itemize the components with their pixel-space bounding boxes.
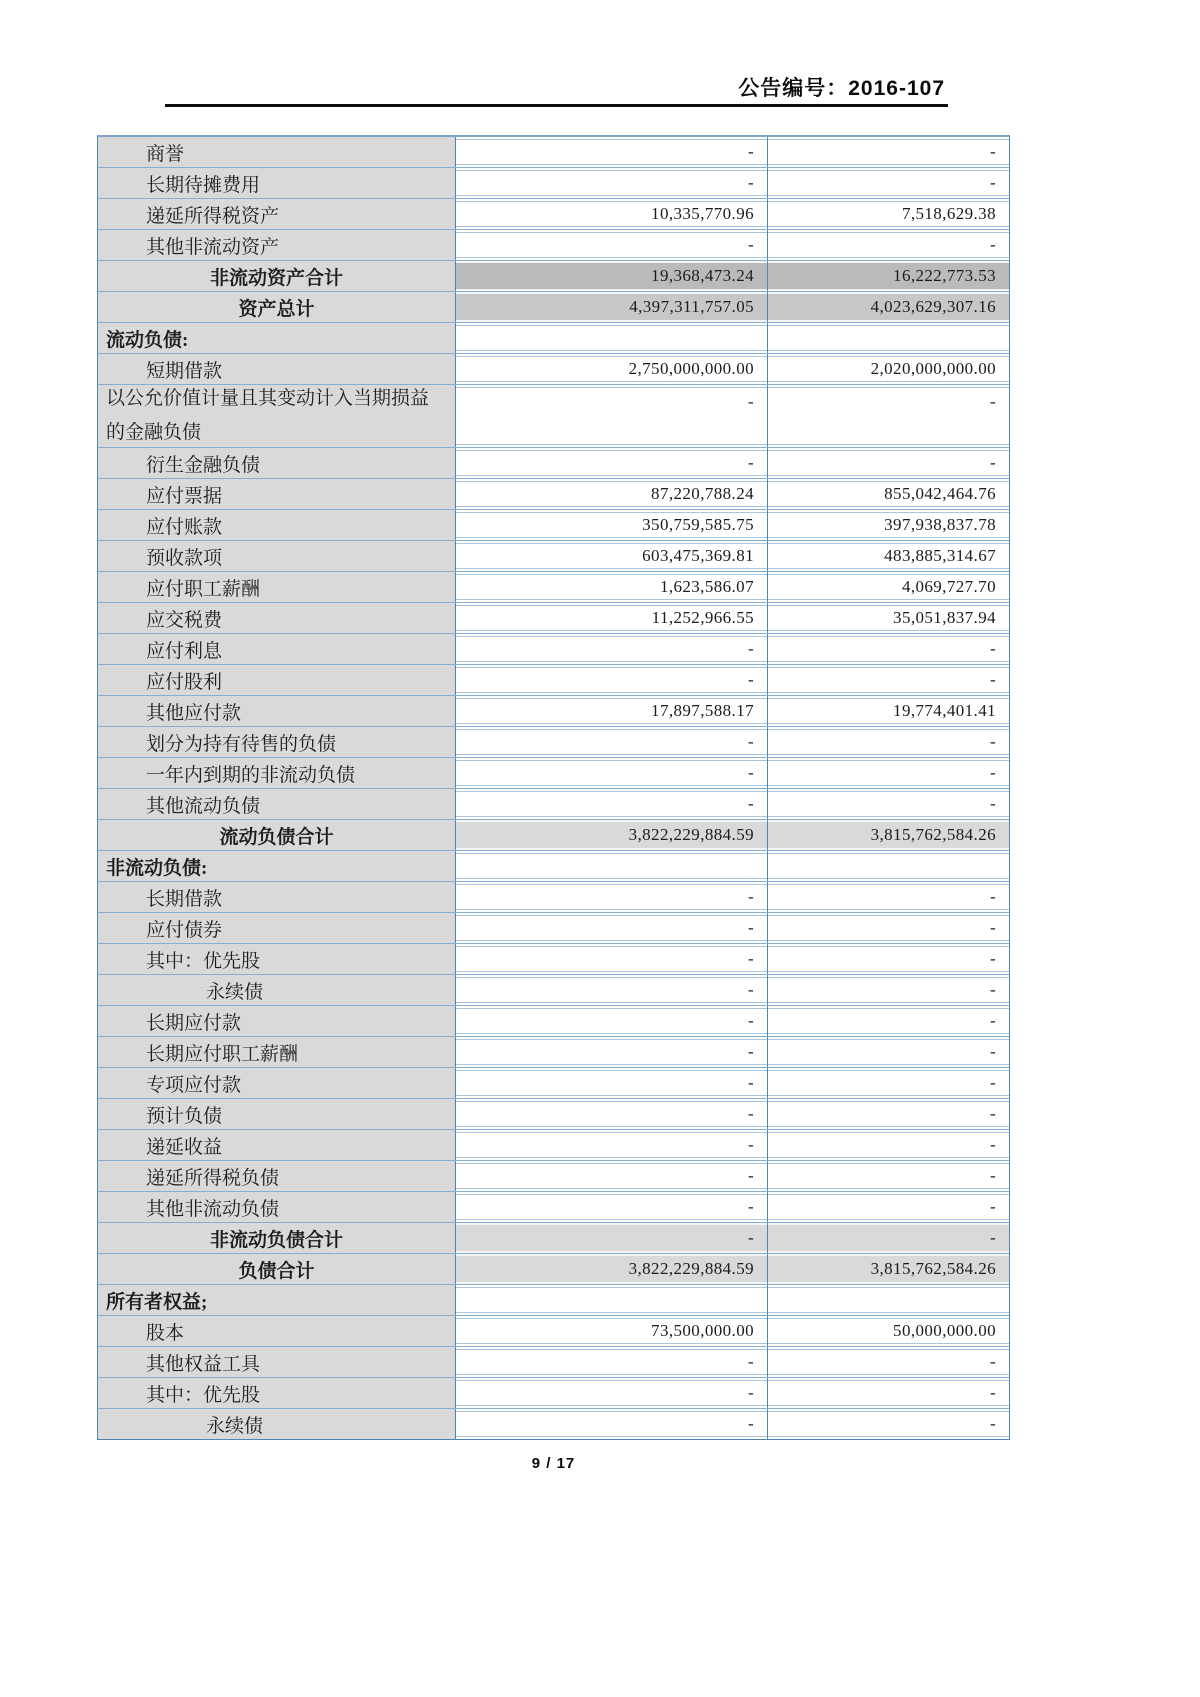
table-row xyxy=(98,198,1009,229)
table-row xyxy=(98,912,1009,943)
row-value-col2: 4,069,727.70 xyxy=(768,572,1009,602)
row-value-col1: 17,897,588.17 xyxy=(456,696,768,726)
row-value-col1: 3,822,229,884.59 xyxy=(456,1254,768,1284)
row-label: 其他权益工具 xyxy=(98,1347,456,1377)
row-value-col1: - xyxy=(456,1378,768,1408)
row-value-col1: - xyxy=(456,1347,768,1377)
row-label: 递延所得税负债 xyxy=(98,1161,456,1191)
table-row xyxy=(98,1222,1009,1253)
table-row xyxy=(98,1315,1009,1346)
row-value-col2: - xyxy=(768,1037,1009,1067)
row-value-col1: 3,822,229,884.59 xyxy=(456,820,768,850)
row-value-col2: - xyxy=(768,1192,1009,1222)
row-value-col2: - xyxy=(768,1130,1009,1160)
table-row xyxy=(98,1346,1009,1377)
row-label: 划分为持有待售的负债 xyxy=(98,727,456,757)
row-label: 其他流动负债 xyxy=(98,789,456,819)
table-row xyxy=(98,322,1009,353)
table-row xyxy=(98,726,1009,757)
row-label: 所有者权益; xyxy=(98,1285,456,1315)
row-value-col2 xyxy=(768,323,1009,353)
row-value-col2: - xyxy=(768,1378,1009,1408)
row-label: 非流动负债: xyxy=(98,851,456,881)
row-value-col1: 4,397,311,757.05 xyxy=(456,292,768,322)
row-value-col2: - xyxy=(768,975,1009,1005)
row-label: 递延所得税资产 xyxy=(98,199,456,229)
row-value-col2: - xyxy=(768,168,1009,198)
row-value-col1: - xyxy=(456,758,768,788)
table-row xyxy=(98,1160,1009,1191)
row-label: 股本 xyxy=(98,1316,456,1346)
row-value-col1: - xyxy=(456,385,768,447)
row-value-col1: - xyxy=(456,230,768,260)
table-row xyxy=(98,1129,1009,1160)
row-value-col2: 50,000,000.00 xyxy=(768,1316,1009,1346)
table-row xyxy=(98,1408,1009,1439)
row-value-col1: - xyxy=(456,1006,768,1036)
row-label: 递延收益 xyxy=(98,1130,456,1160)
row-value-col2: 16,222,773.53 xyxy=(768,261,1009,291)
table-row xyxy=(98,943,1009,974)
row-value-col1: - xyxy=(456,1037,768,1067)
row-value-col2: - xyxy=(768,634,1009,664)
row-value-col2: - xyxy=(768,1068,1009,1098)
row-label: 其他非流动负债 xyxy=(98,1192,456,1222)
table-row xyxy=(98,757,1009,788)
row-value-col2: 483,885,314.67 xyxy=(768,541,1009,571)
row-label: 流动负债合计 xyxy=(98,820,456,850)
row-value-col2: - xyxy=(768,1223,1009,1253)
row-label: 非流动负债合计 xyxy=(98,1223,456,1253)
row-value-col1: - xyxy=(456,1223,768,1253)
table-row xyxy=(98,974,1009,1005)
table-row xyxy=(98,1284,1009,1315)
row-value-col2: 397,938,837.78 xyxy=(768,510,1009,540)
row-value-col1: - xyxy=(456,1409,768,1439)
table-row xyxy=(98,478,1009,509)
table-row xyxy=(98,540,1009,571)
table-row xyxy=(98,1067,1009,1098)
row-value-col2: - xyxy=(768,1161,1009,1191)
row-label: 一年内到期的非流动负债 xyxy=(98,758,456,788)
row-value-col1: - xyxy=(456,1068,768,1098)
row-value-col2: - xyxy=(768,913,1009,943)
row-value-col2: - xyxy=(768,665,1009,695)
table-row xyxy=(98,353,1009,384)
row-label: 应付账款 xyxy=(98,510,456,540)
row-value-col1: 11,252,966.55 xyxy=(456,603,768,633)
row-label: 资产总计 xyxy=(98,292,456,322)
row-value-col2: - xyxy=(768,944,1009,974)
table-row xyxy=(98,819,1009,850)
row-value-col1: 19,368,473.24 xyxy=(456,261,768,291)
row-value-col2: - xyxy=(768,448,1009,478)
row-label: 以公允价值计量且其变动计入当期损益的金融负债 xyxy=(98,385,456,447)
row-value-col2 xyxy=(768,851,1009,881)
row-label: 长期待摊费用 xyxy=(98,168,456,198)
row-value-col1: - xyxy=(456,1192,768,1222)
table-row xyxy=(98,881,1009,912)
row-label: 应付职工薪酬 xyxy=(98,572,456,602)
row-value-col1: 1,623,586.07 xyxy=(456,572,768,602)
row-value-col1: - xyxy=(456,882,768,912)
row-value-col1: - xyxy=(456,168,768,198)
row-value-col2: - xyxy=(768,882,1009,912)
row-value-col2: 3,815,762,584.26 xyxy=(768,1254,1009,1284)
table-row xyxy=(98,291,1009,322)
row-value-col1: - xyxy=(456,1161,768,1191)
table-row xyxy=(98,1191,1009,1222)
row-label: 永续债 xyxy=(98,1409,456,1439)
row-value-col1: - xyxy=(456,1099,768,1129)
row-value-col1: 603,475,369.81 xyxy=(456,541,768,571)
page-number: 9 / 17 xyxy=(531,1455,576,1472)
row-label: 其中：优先股 xyxy=(98,944,456,974)
header-rule xyxy=(165,104,948,107)
table-row xyxy=(98,633,1009,664)
table-row xyxy=(98,509,1009,540)
row-value-col2: 855,042,464.76 xyxy=(768,479,1009,509)
row-value-col1: - xyxy=(456,448,768,478)
row-value-col1: 73,500,000.00 xyxy=(456,1316,768,1346)
table-row xyxy=(98,447,1009,478)
row-label: 其他非流动资产 xyxy=(98,230,456,260)
balance-sheet-table xyxy=(97,135,1010,1440)
table-row xyxy=(98,167,1009,198)
row-value-col1: 10,335,770.96 xyxy=(456,199,768,229)
row-label: 长期应付职工薪酬 xyxy=(98,1037,456,1067)
row-value-col1 xyxy=(456,323,768,353)
row-value-col2: - xyxy=(768,1099,1009,1129)
table-row xyxy=(98,229,1009,260)
row-value-col1: - xyxy=(456,1130,768,1160)
row-label: 应付利息 xyxy=(98,634,456,664)
row-label: 其中：优先股 xyxy=(98,1378,456,1408)
row-label: 其他应付款 xyxy=(98,696,456,726)
row-label: 应交税费 xyxy=(98,603,456,633)
table-row xyxy=(98,260,1009,291)
row-label: 应付票据 xyxy=(98,479,456,509)
announcement-number: 公告编号：2016-107 xyxy=(738,77,945,100)
row-label: 长期应付款 xyxy=(98,1006,456,1036)
row-value-col1: 2,750,000,000.00 xyxy=(456,354,768,384)
row-value-col1: - xyxy=(456,727,768,757)
table-row xyxy=(98,850,1009,881)
row-label: 商誉 xyxy=(98,137,456,167)
row-value-col1: - xyxy=(456,665,768,695)
table-row xyxy=(98,602,1009,633)
row-value-col1: 87,220,788.24 xyxy=(456,479,768,509)
table-row xyxy=(98,1098,1009,1129)
row-value-col2: 19,774,401.41 xyxy=(768,696,1009,726)
row-label: 负债合计 xyxy=(98,1254,456,1284)
row-value-col2: - xyxy=(768,1347,1009,1377)
row-label: 应付股利 xyxy=(98,665,456,695)
row-value-col1: 350,759,585.75 xyxy=(456,510,768,540)
row-value-col2: 4,023,629,307.16 xyxy=(768,292,1009,322)
table-row xyxy=(98,695,1009,726)
row-value-col2: 2,020,000,000.00 xyxy=(768,354,1009,384)
row-value-col2: - xyxy=(768,1409,1009,1439)
row-value-col2: - xyxy=(768,385,1009,447)
row-value-col1 xyxy=(456,1285,768,1315)
row-label: 长期借款 xyxy=(98,882,456,912)
row-value-col1: - xyxy=(456,137,768,167)
row-value-col2: - xyxy=(768,137,1009,167)
row-value-col2: - xyxy=(768,758,1009,788)
row-label: 专项应付款 xyxy=(98,1068,456,1098)
row-label: 永续债 xyxy=(98,975,456,1005)
row-value-col1: - xyxy=(456,944,768,974)
row-value-col2: - xyxy=(768,727,1009,757)
table-row xyxy=(98,137,1009,167)
row-value-col2: - xyxy=(768,789,1009,819)
row-label: 流动负债: xyxy=(98,323,456,353)
row-label: 短期借款 xyxy=(98,354,456,384)
row-value-col1: - xyxy=(456,975,768,1005)
row-label: 非流动资产合计 xyxy=(98,261,456,291)
row-label: 预计负债 xyxy=(98,1099,456,1129)
row-label: 衍生金融负债 xyxy=(98,448,456,478)
table-row xyxy=(98,788,1009,819)
row-value-col2 xyxy=(768,1285,1009,1315)
table-row xyxy=(98,1253,1009,1284)
table-row xyxy=(98,1036,1009,1067)
row-value-col2: - xyxy=(768,230,1009,260)
row-value-col2: - xyxy=(768,1006,1009,1036)
row-value-col2: 7,518,629.38 xyxy=(768,199,1009,229)
table-row xyxy=(98,1005,1009,1036)
row-value-col1: - xyxy=(456,634,768,664)
table-row xyxy=(98,571,1009,602)
row-label: 预收款项 xyxy=(98,541,456,571)
row-value-col1 xyxy=(456,851,768,881)
row-value-col2: 3,815,762,584.26 xyxy=(768,820,1009,850)
row-value-col1: - xyxy=(456,913,768,943)
table-row xyxy=(98,384,1009,447)
row-label: 应付债券 xyxy=(98,913,456,943)
row-value-col1: - xyxy=(456,789,768,819)
row-value-col2: 35,051,837.94 xyxy=(768,603,1009,633)
table-row xyxy=(98,1377,1009,1408)
table-row xyxy=(98,664,1009,695)
